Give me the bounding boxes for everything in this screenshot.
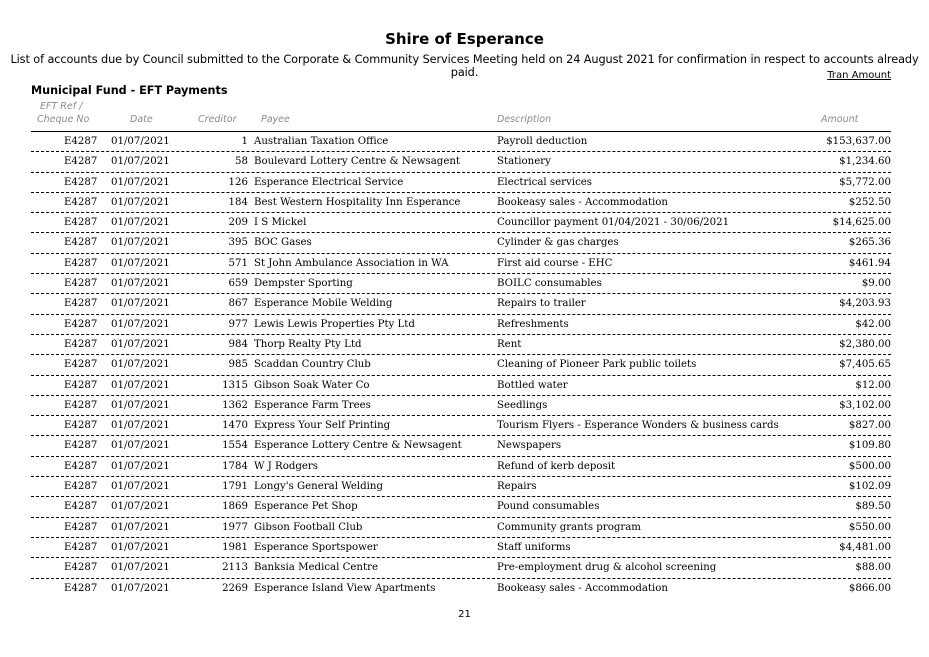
page-number: 21 [458, 609, 471, 620]
amount-cell: $102.09 [848, 481, 891, 493]
payee-cell: Express Your Self Printing [254, 420, 391, 432]
creditor-cell: 867 [228, 298, 248, 310]
eft-ref-cell: E4287 [64, 136, 98, 147]
amount-cell: $3,102.00 [839, 399, 891, 411]
description-cell: Stationery [497, 156, 551, 168]
creditor-cell: 209 [228, 217, 248, 229]
description-cell: Electrical services [497, 176, 593, 188]
date-cell: 01/07/2021 [111, 501, 170, 513]
table-row [31, 233, 891, 253]
creditor-cell: 1784 [222, 460, 248, 472]
description-cell: Payroll deduction [497, 136, 588, 147]
description-cell: Tourism Flyers - Esperance Wonders & business cards [497, 420, 779, 432]
table-row [31, 497, 891, 517]
amount-cell: $1,234.60 [839, 156, 891, 168]
payee-cell: Esperance Farm Trees [254, 399, 371, 411]
description-cell: Refund of kerb deposit [497, 460, 616, 472]
column-header-ref-line1: EFT Ref / [40, 101, 83, 112]
payee-cell: I S Mickel [254, 217, 307, 229]
payments-table [31, 132, 891, 598]
payee-cell: Esperance Island View Apartments [254, 582, 436, 594]
payee-cell: Esperance Mobile Welding [254, 298, 393, 310]
eft-ref-cell: E4287 [64, 156, 98, 168]
date-cell: 01/07/2021 [111, 338, 170, 350]
amount-cell: $5,772.00 [839, 176, 891, 188]
table-row [31, 376, 891, 396]
amount-cell: $9.00 [861, 278, 891, 290]
payee-cell: Esperance Pet Shop [254, 501, 358, 513]
table-row [31, 294, 891, 314]
tran-amount-label: Tran Amount [827, 70, 891, 81]
eft-ref-cell: E4287 [64, 501, 98, 513]
table-row [31, 396, 891, 416]
payee-cell: Thorp Realty Pty Ltd [254, 338, 362, 350]
table-row [31, 274, 891, 294]
payee-cell: W J Rodgers [254, 460, 319, 472]
eft-ref-cell: E4287 [64, 562, 98, 574]
creditor-cell: 1554 [222, 440, 248, 452]
payee-cell: Dempster Sporting [254, 278, 353, 290]
description-cell: Bookeasy sales - Accommodation [497, 582, 668, 594]
date-cell: 01/07/2021 [111, 420, 170, 432]
payee-cell: Esperance Sportspower [254, 541, 378, 553]
payee-cell: Boulevard Lottery Centre & Newsagent [254, 156, 460, 168]
table-row [31, 213, 891, 233]
amount-cell: $88.00 [855, 562, 891, 574]
eft-ref-cell: E4287 [64, 217, 98, 229]
eft-ref-cell: E4287 [64, 541, 98, 553]
date-cell: 01/07/2021 [111, 298, 170, 310]
amount-cell: $109.80 [848, 440, 891, 452]
payee-cell: Australian Taxation Office [254, 136, 389, 147]
eft-ref-cell: E4287 [64, 420, 98, 432]
amount-cell: $500.00 [848, 460, 891, 472]
date-cell: 01/07/2021 [111, 196, 170, 208]
page-subtitle: List of accounts due by Council submitted to the Corporate & Community Services Meeting held on 24 August 2021 for confirmation in respect to accounts already paid. [10, 53, 919, 79]
description-cell: Rent [497, 338, 522, 350]
date-cell: 01/07/2021 [111, 318, 170, 330]
payee-cell: Lewis Lewis Properties Pty Ltd [254, 318, 415, 330]
table-row [31, 132, 891, 152]
creditor-cell: 126 [228, 176, 248, 188]
eft-ref-cell: E4287 [64, 196, 98, 208]
date-cell: 01/07/2021 [111, 359, 170, 371]
amount-cell: $14,625.00 [832, 217, 891, 229]
amount-cell: $153,637.00 [826, 136, 891, 147]
payee-cell: Esperance Lottery Centre & Newsagent [254, 440, 462, 452]
eft-ref-cell: E4287 [64, 278, 98, 290]
column-header-amount: Amount [821, 114, 859, 125]
amount-cell: $42.00 [855, 318, 891, 330]
date-cell: 01/07/2021 [111, 257, 170, 269]
description-cell: Cylinder & gas charges [497, 237, 619, 249]
creditor-cell: 58 [235, 156, 248, 168]
payee-cell: Banksia Medical Centre [254, 562, 378, 574]
date-cell: 01/07/2021 [111, 278, 170, 290]
date-cell: 01/07/2021 [111, 541, 170, 553]
amount-cell: $7,405.65 [839, 359, 891, 371]
column-header-description: Description [497, 114, 552, 125]
eft-ref-cell: E4287 [64, 338, 98, 350]
column-header-creditor: Creditor [198, 114, 237, 125]
date-cell: 01/07/2021 [111, 136, 170, 147]
eft-ref-cell: E4287 [64, 359, 98, 371]
eft-ref-cell: E4287 [64, 460, 98, 472]
creditor-cell: 1315 [222, 379, 248, 391]
amount-cell: $89.50 [855, 501, 891, 513]
payee-cell: BOC Gases [254, 237, 312, 249]
payee-cell: Gibson Football Club [254, 521, 363, 533]
table-row [31, 355, 891, 375]
date-cell: 01/07/2021 [111, 237, 170, 249]
eft-ref-cell: E4287 [64, 379, 98, 391]
date-cell: 01/07/2021 [111, 440, 170, 452]
fund-heading: Municipal Fund - EFT Payments [31, 84, 228, 97]
creditor-cell: 1791 [222, 481, 248, 493]
creditor-cell: 571 [228, 257, 248, 269]
table-row [31, 436, 891, 456]
date-cell: 01/07/2021 [111, 582, 170, 594]
description-cell: Community grants program [497, 521, 641, 533]
creditor-cell: 659 [228, 278, 248, 290]
creditor-cell: 977 [228, 318, 248, 330]
table-row [31, 579, 891, 598]
amount-cell: $550.00 [848, 521, 891, 533]
date-cell: 01/07/2021 [111, 460, 170, 472]
creditor-cell: 1470 [222, 420, 248, 432]
eft-ref-cell: E4287 [64, 257, 98, 269]
payee-cell: Gibson Soak Water Co [254, 379, 370, 391]
description-cell: Seedlings [497, 399, 548, 411]
eft-ref-cell: E4287 [64, 582, 98, 594]
eft-ref-cell: E4287 [64, 237, 98, 249]
eft-ref-cell: E4287 [64, 298, 98, 310]
table-row [31, 416, 891, 436]
eft-ref-cell: E4287 [64, 318, 98, 330]
description-cell: Councillor payment 01/04/2021 - 30/06/2021 [497, 217, 730, 229]
creditor-cell: 2113 [222, 562, 248, 574]
column-header-date: Date [130, 114, 153, 125]
table-row [31, 173, 891, 193]
amount-cell: $252.50 [848, 196, 891, 208]
table-row [31, 315, 891, 335]
eft-ref-cell: E4287 [64, 176, 98, 188]
payee-cell: Esperance Electrical Service [254, 176, 404, 188]
description-cell: Bottled water [497, 379, 568, 391]
table-row [31, 558, 891, 578]
date-cell: 01/07/2021 [111, 481, 170, 493]
date-cell: 01/07/2021 [111, 156, 170, 168]
payee-cell: Scaddan Country Club [254, 359, 371, 371]
page-title: Shire of Esperance [385, 30, 544, 48]
description-cell: Pre-employment drug & alcohol screening [497, 562, 717, 574]
description-cell: BOILC consumables [497, 278, 602, 290]
table-row [31, 254, 891, 274]
creditor-cell: 1981 [222, 541, 248, 553]
creditor-cell: 1 [241, 136, 248, 147]
creditor-cell: 1869 [222, 501, 248, 513]
amount-cell: $2,380.00 [839, 338, 891, 350]
amount-cell: $827.00 [848, 420, 891, 432]
date-cell: 01/07/2021 [111, 379, 170, 391]
table-row [31, 193, 891, 213]
description-cell: Refreshments [497, 318, 569, 330]
date-cell: 01/07/2021 [111, 562, 170, 574]
amount-cell: $866.00 [848, 582, 891, 594]
eft-ref-cell: E4287 [64, 440, 98, 452]
description-cell: First aid course - EHC [497, 257, 613, 269]
amount-cell: $4,481.00 [839, 541, 891, 553]
column-header-payee: Payee [261, 114, 290, 125]
table-row [31, 518, 891, 538]
creditor-cell: 184 [228, 196, 248, 208]
eft-ref-cell: E4287 [64, 481, 98, 493]
eft-ref-cell: E4287 [64, 399, 98, 411]
description-cell: Cleaning of Pioneer Park public toilets [497, 359, 697, 371]
creditor-cell: 984 [228, 338, 248, 350]
description-cell: Pound consumables [497, 501, 600, 513]
payee-cell: Best Western Hospitality Inn Esperance [254, 196, 461, 208]
table-row [31, 152, 891, 172]
creditor-cell: 395 [228, 237, 248, 249]
date-cell: 01/07/2021 [111, 399, 170, 411]
eft-ref-cell: E4287 [64, 521, 98, 533]
amount-cell: $265.36 [848, 237, 891, 249]
table-row [31, 457, 891, 477]
payee-cell: Longy's General Welding [254, 481, 383, 493]
amount-cell: $461.94 [848, 257, 891, 269]
description-cell: Bookeasy sales - Accommodation [497, 196, 668, 208]
payee-cell: St John Ambulance Association in WA [254, 257, 449, 269]
description-cell: Newspapers [497, 440, 562, 452]
creditor-cell: 2269 [222, 582, 248, 594]
amount-cell: $12.00 [855, 379, 891, 391]
date-cell: 01/07/2021 [111, 217, 170, 229]
amount-cell: $4,203.93 [839, 298, 891, 310]
description-cell: Repairs [497, 481, 537, 493]
table-row [31, 477, 891, 497]
description-cell: Repairs to trailer [497, 298, 586, 310]
date-cell: 01/07/2021 [111, 521, 170, 533]
creditor-cell: 1977 [222, 521, 248, 533]
creditor-cell: 1362 [222, 399, 248, 411]
table-row [31, 538, 891, 558]
column-header-ref-line2: Cheque No [37, 114, 90, 125]
date-cell: 01/07/2021 [111, 176, 170, 188]
description-cell: Staff uniforms [497, 541, 571, 553]
table-row [31, 335, 891, 355]
creditor-cell: 985 [228, 359, 248, 371]
